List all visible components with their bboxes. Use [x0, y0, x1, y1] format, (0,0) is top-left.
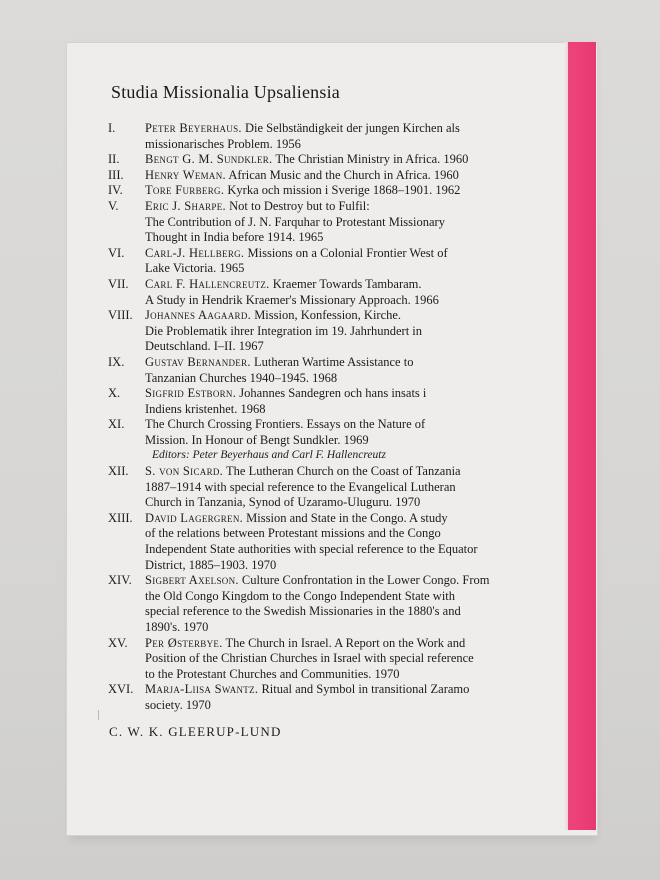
volume-text-line [145, 558, 563, 574]
volume-number: IV. [108, 183, 123, 198]
volume-author: Henry Weman. [145, 167, 226, 182]
volume-number: II. [108, 152, 120, 167]
volume-author: S. von Sicard. [145, 464, 224, 479]
volume-number: XIII. [108, 510, 133, 525]
volume-entry [108, 464, 563, 511]
volume-author: Sigfrid Estborn. [145, 386, 237, 401]
volume-text-line [145, 386, 563, 402]
volume-number: VIII. [108, 308, 133, 323]
volume-title-text: The Church in Israel. A Report on the Work and [222, 635, 466, 650]
volume-text-line [145, 355, 563, 371]
volume-title-text: Die Problematik ihrer Integration im 19. Jahrhundert in [145, 323, 423, 338]
volume-author: Marja-Liisa Swantz. [145, 682, 259, 697]
volume-title-text: Die Selbständigkeit der jungen Kirchen als [241, 121, 460, 135]
volume-title-text: Johannes Sandegren och hans insats i [236, 386, 427, 401]
volume-author: Carl-J. Hellberg. [145, 245, 245, 260]
volume-author: Sigbert Axelson. [145, 573, 239, 588]
pencil-mark [98, 710, 103, 720]
volume-entry [108, 308, 563, 355]
volume-entry [108, 246, 563, 277]
volume-title-text: Position of the Christian Churches in Israel with special reference [145, 651, 474, 666]
volume-editors: Editors: Peter Beyerhaus and Carl F. Hallencreutz [152, 449, 386, 462]
volume-entry [108, 573, 563, 635]
volume-text-line [145, 698, 563, 714]
volume-entry [108, 168, 563, 184]
volume-number: XI. [108, 417, 125, 432]
volume-number: X. [108, 386, 121, 401]
volume-text-line [145, 402, 563, 418]
volume-title-text: Culture Confrontation in the Lower Congo. From [238, 573, 490, 588]
volume-text-line [145, 651, 563, 667]
volume-number: XVI. [108, 682, 134, 697]
volume-title-text: Independent State authorities with special reference to the Equator [145, 542, 478, 557]
volume-entry [108, 183, 563, 199]
volume-title-text: African Music and the Church in Africa. 1960 [225, 167, 459, 182]
volume-title-text: Tanzanian Churches 1940–1945. 1968 [145, 370, 338, 385]
volume-title-text: The Contribution of J. N. Farquhar to Protestant Missionary [145, 214, 445, 229]
volume-author: Eric J. Sharpe. [145, 198, 226, 213]
volume-text-line [145, 636, 563, 652]
volume-entry [108, 121, 563, 152]
volume-title-text: 1887–1914 with special reference to the Evangelical Lutheran [145, 479, 456, 494]
volume-text-line [145, 589, 563, 605]
volume-title-text: Missions on a Colonial Frontier West of [244, 245, 448, 260]
volume-author: Johannes Aagaard. [145, 308, 252, 323]
volume-number: V. [108, 198, 119, 213]
volume-title-text: Lake Victoria. 1965 [145, 261, 245, 276]
volume-text-line [145, 604, 563, 620]
volume-title-text: 1890's. 1970 [145, 620, 209, 634]
volume-entry [108, 277, 563, 308]
volume-text-line [145, 199, 563, 215]
volume-text-line [145, 464, 563, 480]
volume-text-line [145, 230, 563, 246]
volume-title-text: A Study in Hendrik Kraemer's Missionary Approach. 1966 [145, 292, 439, 307]
publisher-imprint: C. W. K. GLEERUP-LUND [109, 724, 282, 739]
volume-title-text: Kraemer Towards Tambaram. [269, 276, 422, 291]
volume-title-text: the Old Congo Kingdom to the Congo Independent State with [145, 588, 456, 603]
volume-title-text: Deutschland. I–II. 1967 [145, 339, 264, 354]
volume-title-text: Lutheran Wartime Assistance to [250, 354, 414, 369]
volume-author: Per Østerbye. [145, 635, 223, 650]
volume-author: David Lagergren. [145, 510, 244, 525]
volume-list [108, 121, 563, 714]
volume-entry [108, 682, 563, 713]
volume-text-line [145, 339, 563, 355]
volume-number: XII. [108, 464, 129, 479]
volume-title-text: Ritual and Symbol in transitional Zaramo [258, 682, 470, 697]
volume-text-line [145, 417, 563, 433]
volume-entry [108, 199, 563, 246]
volume-title-text: The Lutheran Church on the Coast of Tanzania [223, 464, 461, 479]
volume-title-text: missionarisches Problem. 1956 [145, 136, 301, 151]
volume-number: IX. [108, 354, 125, 369]
volume-title-text: The Church Crossing Frontiers. Essays on the Nature of [145, 417, 426, 432]
volume-text-line [145, 667, 563, 683]
volume-text-line [145, 308, 563, 324]
volume-title-text: Indiens kristenhet. 1968 [145, 401, 266, 416]
volume-author: Tore Furberg. [145, 183, 225, 198]
volume-text-line [145, 682, 563, 698]
volume-text-line [145, 121, 563, 137]
series-title: Studia Missionalia Upsaliensia [111, 82, 340, 102]
volume-text-line [145, 246, 563, 262]
volume-author: Carl F. Hallencreutz. [145, 276, 270, 291]
volume-text-line [145, 183, 563, 199]
volume-title-text: society. 1970 [145, 697, 211, 712]
volume-title-text: Kyrka och mission i Sverige 1868–1901. 1962 [224, 183, 461, 198]
volume-number: VI. [108, 245, 125, 260]
volume-text-line [145, 542, 563, 558]
volume-text-line [145, 261, 563, 277]
volume-text-line [145, 495, 563, 511]
volume-author: Peter Beyerhaus. [145, 121, 242, 135]
volume-text-line [145, 293, 563, 309]
volume-entry [108, 386, 563, 417]
volume-title-text: Mission and State in the Congo. A study [243, 510, 448, 525]
volume-number: XIV. [108, 573, 132, 588]
volume-text-line [145, 480, 563, 496]
volume-text-line [145, 137, 563, 153]
volume-text-line [145, 620, 563, 636]
volume-number: I. [108, 121, 116, 135]
volume-text-line [145, 371, 563, 387]
volume-title-text: Not to Destroy but to Fulfil: [225, 198, 370, 213]
volume-title-text: Mission. In Honour of Bengt Sundkler. 1969 [145, 432, 369, 447]
volume-text-line [145, 433, 563, 449]
volume-entry [108, 152, 563, 168]
volume-text-line [145, 168, 563, 184]
volume-entry [108, 355, 563, 386]
volume-text-line [145, 573, 563, 589]
volume-entry [108, 636, 563, 683]
volume-text-line [145, 152, 563, 168]
volume-number: VII. [108, 276, 129, 291]
volume-title-text: Thought in India before 1914. 1965 [145, 230, 324, 245]
volume-title-text: Church in Tanzania, Synod of Uzaramo-Uluguru. 1970 [145, 495, 421, 510]
volume-title-text: to the Protestant Churches and Communities. 1970 [145, 666, 400, 681]
volume-text-line [145, 215, 563, 231]
volume-text-line [145, 324, 563, 340]
volume-text-line [145, 511, 563, 527]
volume-text-line [145, 526, 563, 542]
volume-number: III. [108, 167, 124, 182]
volume-title-text: special reference to the Swedish Missionaries in the 1880's and [145, 604, 461, 619]
volume-title-text: The Christian Ministry in Africa. 1960 [272, 152, 469, 167]
volume-title-text: Mission, Konfession, Kirche. [251, 308, 402, 323]
volume-number: XV. [108, 635, 128, 650]
book-spine [568, 42, 596, 830]
volume-entry [108, 511, 563, 573]
volume-text-line [145, 277, 563, 293]
volume-title-text: District, 1885–1903. 1970 [145, 557, 277, 572]
volume-entry [108, 417, 563, 464]
volume-title-text: of the relations between Protestant missions and the Congo [145, 526, 441, 541]
volume-author: Gustav Bernander. [145, 354, 251, 369]
volume-author: Bengt G. M. Sundkler. [145, 152, 273, 167]
